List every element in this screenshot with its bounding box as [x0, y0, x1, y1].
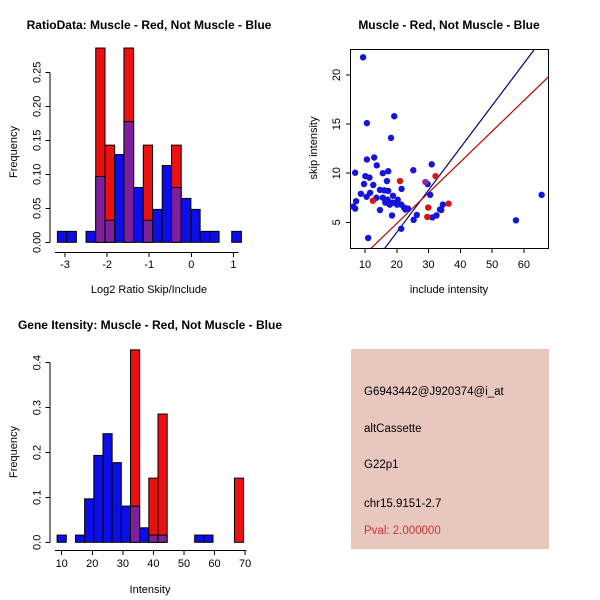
scatter-point-point_blue: [398, 225, 404, 231]
ratio_hist-bar-overlap: [124, 122, 134, 243]
scatter-point-point_blue: [370, 182, 376, 188]
ratio_hist-bar-overlap: [143, 220, 152, 242]
scatter-y-tick-label: 15: [331, 117, 343, 131]
scatter-point-point_blue: [389, 212, 395, 218]
scatter-x-tick-label: 30: [422, 259, 435, 271]
scatter-y-tick-label: 5: [331, 219, 343, 226]
gene_hist-bar-blue: [121, 506, 130, 542]
gene-hist-title: Gene Itensity: Muscle - Red, Not Muscle - Blue: [17, 318, 283, 332]
scatter-point-point_blue: [353, 198, 359, 204]
gene_hist-bar-blue: [195, 535, 204, 542]
gene-name-text: G22p1: [364, 459, 399, 471]
ratio_hist-x-tick-label: -1: [144, 259, 155, 271]
gene_hist-bar-blue: [103, 434, 112, 543]
scatter-point-point_blue: [387, 201, 393, 207]
ratio_hist-bar-blue: [86, 231, 96, 242]
ratio_hist-x-tick-label: -2: [102, 259, 112, 271]
gene_hist-bar-red: [149, 478, 158, 542]
gene_hist-bar-blue: [94, 455, 103, 542]
gene_hist-x-tick-label: 70: [238, 558, 252, 570]
gene_hist-bar-red: [234, 478, 243, 542]
scatter-point-point_blue: [410, 167, 416, 173]
gene_hist-bar-blue: [112, 463, 121, 543]
ratio_hist-bar-blue: [134, 187, 144, 242]
gene_hist-bar-overlap: [149, 535, 158, 542]
ratio_hist-bar-blue: [232, 231, 242, 242]
scatter-point-point_blue: [429, 161, 435, 167]
scatter-y-tick-label: 20: [331, 68, 343, 82]
gene_hist-y-tick-label: 0.3: [31, 399, 44, 416]
scatter-point-point_blue: [377, 207, 383, 213]
scatter-point-point_red: [445, 200, 451, 206]
gene_hist-bar-blue: [85, 499, 94, 542]
scatter-point-point_blue: [352, 170, 358, 176]
scatter-point-point_blue: [384, 178, 390, 184]
ratio_hist-y-tick-label: 0.10: [31, 163, 44, 186]
gene_hist-x-tick-label: 60: [208, 558, 221, 570]
scatter-ylabel: skip intensity: [308, 116, 320, 180]
ratio_hist-bar-blue: [115, 155, 124, 243]
pval-text: Pval: 2.000000: [364, 525, 441, 537]
gene_hist-bar-blue: [57, 535, 66, 542]
gene_hist-bar-blue: [75, 535, 84, 542]
scatter-point-point_blue: [538, 192, 544, 198]
scatter-point-point_blue: [427, 192, 433, 198]
scatter-point-point_blue: [360, 54, 366, 60]
ratio_hist-x-tick-label: 0: [188, 259, 195, 271]
gene_hist-x-tick-label: 30: [116, 558, 129, 570]
scatter-point-point_blue: [388, 135, 394, 141]
scatter-point-point_blue: [363, 194, 369, 200]
gene_hist-y-tick-label: 0.1: [31, 489, 44, 506]
gene_hist-y-tick-label: 0.4: [31, 355, 44, 371]
ratio_hist-bar-blue: [200, 231, 210, 242]
scatter-x-tick-label: 40: [454, 259, 467, 271]
gene_hist-x-tick-label: 10: [55, 558, 68, 570]
scatter-point-point_blue: [358, 191, 364, 197]
ratio_hist-y-tick-label: 0.00: [31, 231, 44, 254]
scatter-point-point_blue: [433, 212, 439, 218]
scatter-x-tick-label: 60: [517, 259, 530, 271]
ratio_hist-bar-blue: [67, 231, 77, 242]
scatter-point-point_blue: [394, 201, 400, 207]
ratio_hist-bar-overlap: [96, 176, 105, 242]
scatter-point-point_blue: [374, 162, 380, 168]
gene_hist-bar-blue: [140, 528, 149, 543]
scatter-plot-box: [351, 49, 549, 248]
scatter-point-point_blue: [364, 120, 370, 126]
scatter-fit-line-not-muscle-fit: [385, 49, 535, 248]
scatter-point-point_blue: [365, 235, 371, 241]
ratio_hist-bar-blue: [191, 209, 200, 242]
gene_hist-x-tick-label: 40: [147, 558, 160, 570]
scatter-y-tick-label: 10: [331, 167, 343, 180]
scatter-point-point_blue: [385, 168, 391, 174]
scatter-xlabel: include intensity: [409, 284, 489, 296]
ratio_hist-bar-overlap: [105, 220, 115, 242]
probe-id-text: G6943442@J920374@i_at: [364, 386, 504, 398]
scatter-point-point_blue: [398, 186, 404, 192]
event-type-text: altCassette: [364, 423, 422, 435]
ratio-hist-title: RatioData: Muscle - Red, Not Muscle - Blue: [26, 18, 272, 32]
ratio_hist-bar-blue: [57, 231, 66, 242]
scatter-point-point_red: [424, 214, 430, 220]
ratio_hist-bar-blue: [162, 166, 171, 243]
ratio_hist-y-tick-label: 0.05: [31, 197, 44, 220]
scatter-point-point_blue: [414, 212, 420, 218]
gene_hist-x-tick-label: 20: [86, 558, 99, 570]
gene-hist-ylabel: Frequency: [8, 426, 20, 478]
gene-hist-xlabel: Intensity: [129, 584, 171, 596]
scatter-point-point_blue: [371, 154, 377, 160]
scatter-point-point_blue: [385, 188, 391, 194]
scatter-point-point_red: [397, 178, 403, 184]
scatter-point-point_blue: [364, 156, 370, 162]
scatter-x-tick-label: 20: [390, 259, 403, 271]
scatter-point-point_red: [425, 204, 431, 210]
scatter-point-point_blue: [437, 206, 443, 212]
scatter-point-point_blue: [402, 206, 408, 212]
gene_hist-y-tick-label: 0.0: [31, 534, 44, 550]
ratio_hist-x-tick-label: -3: [60, 259, 70, 271]
location-text: chr15.9151-2.7: [364, 498, 442, 510]
scatter-point-point_blue: [352, 205, 358, 211]
scatter-title: Muscle - Red, Not Muscle - Blue: [358, 18, 540, 32]
gene_hist-bar-red: [158, 414, 167, 542]
ratio-hist-ylabel: Frequency: [8, 126, 20, 178]
scatter-point-point_red: [432, 173, 438, 179]
scatter-point-point_red: [370, 197, 376, 203]
ratio_hist-y-tick-label: 0.15: [31, 129, 44, 152]
ratio_hist-bar-blue: [153, 209, 163, 242]
scatter-x-tick-label: 50: [485, 259, 499, 271]
ratio-hist-xlabel: Log2 Ratio Skip/Include: [90, 284, 208, 296]
gene_hist-bar-blue: [204, 535, 213, 542]
info-panel: [351, 349, 549, 549]
ratio_hist-bar-overlap: [172, 187, 182, 242]
ratio_hist-y-tick-label: 0.20: [31, 95, 44, 118]
ratio_hist-x-tick-label: 1: [230, 259, 237, 271]
scatter-fit-line-muscle-fit: [371, 77, 548, 248]
ratio_hist-bar-blue: [181, 198, 191, 242]
gene_hist-bar-overlap: [130, 506, 139, 542]
scatter-point-point_overlap: [422, 179, 428, 185]
scatter-point-point_blue: [513, 217, 519, 223]
gene_hist-bar-overlap: [158, 535, 167, 542]
scatter-point-point_blue: [391, 113, 397, 119]
scatter-point-point_blue: [366, 174, 372, 180]
scatter-point-point_blue: [361, 181, 367, 187]
gene_hist-y-tick-label: 0.2: [31, 444, 44, 461]
ratio_hist-y-tick-label: 0.25: [31, 61, 44, 84]
scatter-x-tick-label: 10: [358, 259, 372, 271]
gene_hist-x-tick-label: 50: [177, 558, 191, 570]
ratio_hist-bar-blue: [210, 231, 219, 242]
